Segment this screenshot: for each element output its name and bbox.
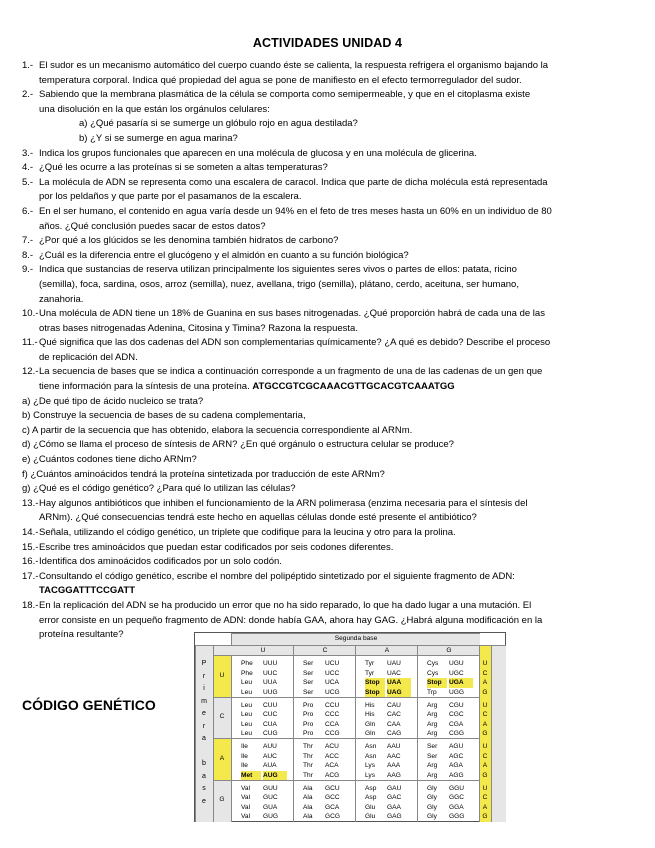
amino-acid: Ala bbox=[303, 794, 313, 802]
question-item bbox=[22, 541, 622, 556]
codon: AGA bbox=[449, 762, 463, 770]
amino-acid: Leu bbox=[241, 730, 253, 738]
amino-acid: Tyr bbox=[365, 669, 375, 677]
amino-acid: Pro bbox=[303, 701, 314, 709]
amino-acid: Arg bbox=[427, 720, 438, 728]
third-base-letter: C bbox=[482, 711, 488, 719]
second-base-letter: A bbox=[355, 645, 418, 656]
question-line: Escribe tres aminoácidos que puedan estar codificados por seis codones diferentes. bbox=[39, 541, 394, 553]
third-base-letter: C bbox=[482, 794, 488, 802]
amino-acid: Ser bbox=[303, 679, 314, 687]
first-base-letter-text: G bbox=[219, 796, 225, 804]
amino-acid: Phe bbox=[241, 669, 253, 677]
codon: UGA bbox=[449, 678, 473, 688]
codon: AAA bbox=[387, 762, 401, 770]
question-item bbox=[22, 263, 622, 307]
question-item bbox=[22, 234, 622, 249]
third-base-letter: C bbox=[482, 752, 488, 760]
question-line: una disolución en la que están los orgánulos celulares: bbox=[39, 103, 270, 115]
codon: UUU bbox=[263, 660, 278, 667]
question-item bbox=[22, 249, 622, 264]
question-item bbox=[22, 570, 622, 599]
first-base-label-char: s bbox=[202, 785, 206, 792]
first-base-letter-text: A bbox=[219, 754, 225, 762]
codon: CGU bbox=[449, 701, 464, 709]
amino-acid: Val bbox=[241, 784, 251, 792]
codon: AGG bbox=[449, 771, 464, 779]
question-item bbox=[22, 88, 622, 117]
amino-acid: Glu bbox=[365, 813, 376, 821]
amino-acid: Pro bbox=[303, 720, 314, 728]
third-base-letter: U bbox=[482, 660, 488, 667]
codon: ACA bbox=[325, 762, 339, 770]
question-number: 7.- bbox=[22, 235, 34, 247]
codon: UUC bbox=[263, 669, 278, 677]
question-line: Indica los grupos funcionales que aparecen en una molécula de glucosa y en una molécula de glicerina. bbox=[39, 147, 477, 159]
question-item bbox=[22, 147, 622, 162]
amino-acid: Ala bbox=[303, 784, 313, 792]
subquestion-line: b) Construye la secuencia de bases de su cadena complementaria, bbox=[22, 410, 306, 422]
question-item bbox=[22, 555, 622, 570]
codon: CUA bbox=[263, 720, 277, 728]
codon: AGU bbox=[449, 743, 464, 750]
question-line: El sudor es un mecanismo automático del cuerpo cuando éste se calienta, la respuesta refrigera el organismo bajando la bbox=[39, 60, 549, 71]
question-line: años. ¿Qué conclusión puedes sacar de estos datos? bbox=[39, 220, 266, 232]
amino-acid: Leu bbox=[241, 720, 253, 728]
question-text: tiene información para la síntesis de una proteína. bbox=[39, 381, 250, 393]
codon: CAC bbox=[387, 711, 401, 719]
amino-acid: Ser bbox=[303, 660, 314, 667]
dna-sequence: ATGCCGTCGCAAACGTTGCACGTCAAATGG bbox=[252, 381, 455, 393]
codon: GCC bbox=[325, 794, 340, 802]
amino-acid: Stop bbox=[365, 688, 385, 698]
amino-acid: Ile bbox=[241, 752, 248, 760]
codon: CCC bbox=[325, 711, 340, 719]
question-item bbox=[22, 365, 622, 394]
question-line: de replicación del ADN. bbox=[39, 351, 138, 363]
amino-acid: Thr bbox=[303, 752, 313, 760]
question-item bbox=[22, 497, 622, 526]
codon: UGC bbox=[449, 669, 464, 677]
amino-acid: Thr bbox=[303, 762, 313, 770]
activities-list bbox=[22, 59, 622, 643]
first-base-letter-text: U bbox=[219, 671, 225, 679]
amino-acid: Ser bbox=[303, 688, 314, 696]
amino-acid: Met bbox=[241, 771, 261, 781]
codon: CGC bbox=[449, 711, 464, 719]
codigo-genetico-label: CÓDIGO GENÉTICO bbox=[22, 697, 156, 713]
question-number: 13.- bbox=[22, 497, 39, 509]
codon: GCA bbox=[325, 803, 340, 811]
amino-acid: Thr bbox=[303, 771, 313, 779]
question-number: 15.- bbox=[22, 541, 39, 553]
amino-acid: Ser bbox=[303, 669, 314, 677]
codon: UGU bbox=[449, 660, 464, 667]
codon: AUC bbox=[263, 752, 277, 760]
subquestion-line: c) A partir de la secuencia que has obtenido, elabora la secuencia correspondiente al ARNm. bbox=[22, 424, 413, 436]
codon: GAA bbox=[387, 803, 401, 811]
codon: GUU bbox=[263, 784, 278, 792]
question-item bbox=[22, 176, 622, 205]
amino-acid: Asn bbox=[365, 743, 377, 750]
third-base-letter: A bbox=[482, 762, 488, 770]
codon: AAU bbox=[387, 743, 401, 750]
codon: GAU bbox=[387, 784, 402, 792]
codon: UGG bbox=[449, 688, 465, 696]
amino-acid: Asp bbox=[365, 794, 377, 802]
codon: AUA bbox=[263, 762, 277, 770]
question-line: Una molécula de ADN tiene un 18% de Guanina en sus bases nitrogenadas. ¿Qué proporción habrá de cada una de las bbox=[39, 308, 545, 320]
amino-acid: Stop bbox=[365, 678, 385, 688]
question-line: otras bases nitrogenadas Adenina, Citosina y Timina? Razona la respuesta. bbox=[39, 322, 358, 334]
question-number: 8.- bbox=[22, 249, 34, 261]
codon: GGA bbox=[449, 803, 464, 811]
amino-acid: His bbox=[365, 711, 375, 719]
question-number: 18.- bbox=[22, 599, 39, 611]
amino-acid: Ala bbox=[303, 813, 313, 821]
codon: GAG bbox=[387, 813, 402, 821]
codon: CCA bbox=[325, 720, 339, 728]
amino-acid: Arg bbox=[427, 730, 438, 738]
subquestion-line: g) ¿Qué es el código genético? ¿Para qué lo utilizan las células? bbox=[22, 483, 296, 495]
third-base-letter: G bbox=[482, 813, 488, 821]
amino-acid: Gly bbox=[427, 803, 437, 811]
codon: GUG bbox=[263, 813, 279, 821]
codon: CUG bbox=[263, 730, 278, 738]
codon: UUA bbox=[263, 679, 277, 687]
amino-acid: Gly bbox=[427, 784, 437, 792]
subquestion-line: b) ¿Y si se sumerge en agua marina? bbox=[79, 132, 238, 144]
first-base-label-char: r bbox=[202, 672, 206, 680]
subquestion-line: f) ¿Cuántos aminoácidos tendrá la proteína sintetizada por traducción de este ARNm? bbox=[22, 468, 385, 480]
question-number: 1.- bbox=[22, 60, 34, 71]
codon: GGC bbox=[449, 794, 465, 802]
codon: UUG bbox=[263, 688, 278, 696]
question-line: Identifica dos aminoácidos codificados por un solo codón. bbox=[39, 556, 282, 568]
amino-acid: Thr bbox=[303, 743, 313, 750]
codon: UAC bbox=[387, 669, 401, 677]
question-line: ARNm). ¿Qué consecuencias tendrá este hecho en aquellas células donde esté presente el antibiótico? bbox=[39, 512, 477, 524]
codon: CAA bbox=[387, 720, 401, 728]
question-number: 2.- bbox=[22, 89, 34, 101]
codon: GAC bbox=[387, 794, 402, 802]
question-line: Qué significa que las dos cadenas del ADN son complementarias químicamente? ¿A qué es debido? Describe el proceso bbox=[39, 337, 551, 349]
codon: ACU bbox=[325, 743, 339, 750]
amino-acid: Val bbox=[241, 803, 251, 811]
question-number: 4.- bbox=[22, 162, 34, 174]
subquestion-line: a) ¿De qué tipo de ácido nucleico se trata? bbox=[22, 395, 204, 407]
codon: AAC bbox=[387, 752, 401, 760]
codon: CGA bbox=[449, 720, 464, 728]
codon: GCU bbox=[325, 784, 340, 792]
codon: UAU bbox=[387, 660, 401, 667]
codon: AUG bbox=[263, 771, 287, 781]
codon: CAG bbox=[387, 730, 402, 738]
third-base-letter: A bbox=[482, 679, 488, 687]
subquestion-line: a) ¿Qué pasaría si se sumerge un glóbulo rojo en agua destilada? bbox=[79, 118, 358, 130]
question-line: temperatura corporal. Indica qué propiedad del agua se pone de manifiesto en el efecto termorregulador del sudor. bbox=[39, 74, 522, 86]
amino-acid: Gly bbox=[427, 794, 437, 802]
codon: ACG bbox=[325, 771, 340, 779]
question-line: ¿Por qué a los glúcidos se les denomina también hidratos de carbono? bbox=[39, 235, 339, 247]
amino-acid: Arg bbox=[427, 771, 438, 779]
question-line: Consultando el código genético, escribe el nombre del polipéptido sintetizado por el siguiente fragmento de ADN: bbox=[39, 570, 515, 582]
first-base-label-char: b bbox=[202, 760, 206, 767]
subquestion-line: e) ¿Cuántos codones tiene dicho ARNm? bbox=[22, 454, 197, 466]
codon: GCG bbox=[325, 813, 341, 821]
question-number: 17.- bbox=[22, 570, 39, 582]
question-item bbox=[22, 205, 622, 234]
question-line: ¿Cuál es la diferencia entre el glucógeno y el almidón en cuanto a su función biológica? bbox=[39, 249, 409, 261]
codon: UAA bbox=[387, 678, 411, 688]
amino-acid: Asn bbox=[365, 752, 377, 760]
amino-acid: Lys bbox=[365, 771, 376, 779]
question-line: error consiste en un pequeño fragmento de ADN: donde había GAA, ahora hay GAG. ¿Habrá alguna modificación en la bbox=[39, 614, 543, 626]
question-line: La molécula de ADN se representa como una escalera de caracol. Indica que parte de dicha molécula está representada bbox=[39, 176, 548, 188]
amino-acid: Leu bbox=[241, 688, 253, 696]
second-base-letter: U bbox=[231, 645, 294, 656]
amino-acid: Leu bbox=[241, 679, 253, 687]
codon: UCU bbox=[325, 660, 340, 667]
codon: UAG bbox=[387, 688, 411, 698]
amino-acid: Ser bbox=[427, 752, 438, 760]
question-number: 12.- bbox=[22, 366, 39, 378]
amino-acid: Pro bbox=[303, 711, 314, 719]
codon: AUU bbox=[263, 743, 277, 750]
third-base-letter: G bbox=[482, 771, 488, 779]
amino-acid: Ile bbox=[241, 762, 248, 770]
question-line: Señala, utilizando el código genético, un triplete que codifique para la leucina y otro para la prolina. bbox=[39, 527, 456, 538]
question-number: 6.- bbox=[22, 205, 34, 217]
codon: GGU bbox=[449, 784, 465, 792]
amino-acid: Lys bbox=[365, 762, 376, 770]
amino-acid: Val bbox=[241, 813, 251, 821]
first-base-label-char: i bbox=[203, 685, 205, 692]
question-line: proteína resultante? bbox=[39, 629, 124, 641]
amino-acid: Ala bbox=[303, 803, 313, 811]
subquestion-line: d) ¿Cómo se llama el proceso de síntesis de ARN? ¿En qué orgánulo o estructura celular se produce? bbox=[22, 439, 454, 451]
codon: ACC bbox=[325, 752, 339, 760]
first-base-label-char: a bbox=[202, 772, 206, 780]
question-line: zanahoria. bbox=[39, 293, 84, 305]
codon: CGG bbox=[449, 730, 465, 738]
codon: GGG bbox=[449, 813, 465, 821]
amino-acid: Cys bbox=[427, 660, 439, 667]
question-item bbox=[22, 161, 622, 176]
third-base-label-column bbox=[491, 645, 506, 822]
third-base-letter: C bbox=[482, 669, 488, 677]
amino-acid: Arg bbox=[427, 762, 438, 770]
third-base-letter: U bbox=[482, 701, 488, 709]
amino-acid: Gly bbox=[427, 813, 437, 821]
question-line: En el ser humano, el contenido en agua varía desde un 94% en el feto de tres meses hasta un 60% en un individuo de 80 bbox=[39, 205, 552, 217]
codon: GUA bbox=[263, 803, 278, 811]
first-base-letter-text: C bbox=[219, 713, 225, 721]
question-line: Sabiendo que la membrana plasmática de la célula se comporta como semipermeable, y que en el citoplasma existe bbox=[39, 89, 531, 101]
first-base-label-char: P bbox=[201, 660, 207, 667]
question-item bbox=[22, 526, 622, 541]
first-base-label-char: a bbox=[202, 735, 206, 742]
amino-acid: Ile bbox=[241, 743, 248, 750]
question-item bbox=[22, 336, 622, 365]
first-base-label-char: m bbox=[201, 697, 207, 705]
amino-acid: Pro bbox=[303, 730, 314, 738]
amino-acid: Glu bbox=[365, 803, 376, 811]
codon: CCU bbox=[325, 701, 340, 709]
question-number: 14.- bbox=[22, 527, 39, 538]
question-number: 16.- bbox=[22, 556, 39, 568]
first-base-label-char: e bbox=[202, 710, 206, 717]
codon: UCA bbox=[325, 679, 339, 687]
codon: AAG bbox=[387, 771, 401, 779]
codon: UCG bbox=[325, 688, 340, 696]
second-base-header: Segunda base bbox=[231, 633, 480, 646]
question-number: 5.- bbox=[22, 176, 34, 188]
amino-acid: Tyr bbox=[365, 660, 375, 667]
amino-acid: Asp bbox=[365, 784, 377, 792]
codon: AGC bbox=[449, 752, 464, 760]
amino-acid: Val bbox=[241, 794, 251, 802]
codon: CUC bbox=[263, 711, 278, 719]
codon: CAU bbox=[387, 701, 401, 709]
question-line: (semilla), foca, sardina, osos, arroz (semilla), nuez, avellana, trigo (semilla), plátano, cerdo, aceituna, ser humano, bbox=[39, 278, 519, 290]
question-line: ¿Qué les ocurre a las proteínas si se someten a altas temperaturas? bbox=[39, 162, 328, 174]
question-line bbox=[39, 380, 622, 395]
question-number: 9.- bbox=[22, 264, 34, 276]
amino-acid: His bbox=[365, 701, 375, 709]
question-item bbox=[22, 59, 622, 88]
third-base-letter: A bbox=[482, 803, 488, 811]
question-line: En la replicación del ADN se ha producido un error que no ha sido reparado, lo que ha dado lugar a una mutación. El bbox=[39, 599, 532, 611]
question-line: Indica que sustancias de reserva utilizan principalmente los siguientes seres vivos o partes de ellos: patata, ricino bbox=[39, 264, 517, 276]
amino-acid: Leu bbox=[241, 701, 253, 709]
question-line: La secuencia de bases que se indica a continuación corresponde a un fragmento de una de las cadenas de un gen que bbox=[39, 366, 543, 378]
first-base-label-char: r bbox=[202, 722, 206, 730]
codon: GUC bbox=[263, 794, 278, 802]
third-base-letter: U bbox=[482, 784, 488, 792]
question-number: 10.- bbox=[22, 308, 39, 320]
amino-acid: Leu bbox=[241, 711, 253, 719]
codon: CUU bbox=[263, 701, 278, 709]
first-base-label-char: e bbox=[202, 797, 206, 805]
genetic-code-table bbox=[194, 632, 506, 822]
amino-acid: Gln bbox=[365, 720, 376, 728]
question-number: 3.- bbox=[22, 147, 34, 159]
second-base-letter: C bbox=[293, 645, 356, 656]
second-base-letter: G bbox=[417, 645, 480, 656]
third-base-letter: G bbox=[482, 688, 488, 696]
question-item bbox=[22, 307, 622, 336]
amino-acid: Stop bbox=[427, 678, 447, 688]
codon: CCG bbox=[325, 730, 340, 738]
amino-acid: Arg bbox=[427, 701, 438, 709]
dna-sequence: TACGGATTTCCGATT bbox=[39, 585, 136, 597]
third-base-letter: U bbox=[482, 743, 488, 750]
amino-acid: Trp bbox=[427, 688, 437, 696]
amino-acid: Arg bbox=[427, 711, 438, 719]
question-line: por los peldaños y que parte por el pasamanos de la escalera. bbox=[39, 191, 302, 203]
amino-acid: Cys bbox=[427, 669, 439, 677]
codon: UCC bbox=[325, 669, 340, 677]
third-base-letter: G bbox=[482, 730, 488, 738]
question-line: Hay algunos antibióticos que inhiben el funcionamiento de la ARN polimerasa (enzima necesaria para el síntesis del bbox=[39, 497, 528, 509]
amino-acid: Gln bbox=[365, 730, 376, 738]
amino-acid: Ser bbox=[427, 743, 438, 750]
first-base-label-char bbox=[195, 747, 213, 757]
third-base-letter: A bbox=[482, 720, 488, 728]
amino-acid: Phe bbox=[241, 660, 253, 667]
question-number: 11.- bbox=[22, 337, 38, 349]
page-title: ACTIVIDADES UNIDAD 4 bbox=[252, 36, 403, 50]
